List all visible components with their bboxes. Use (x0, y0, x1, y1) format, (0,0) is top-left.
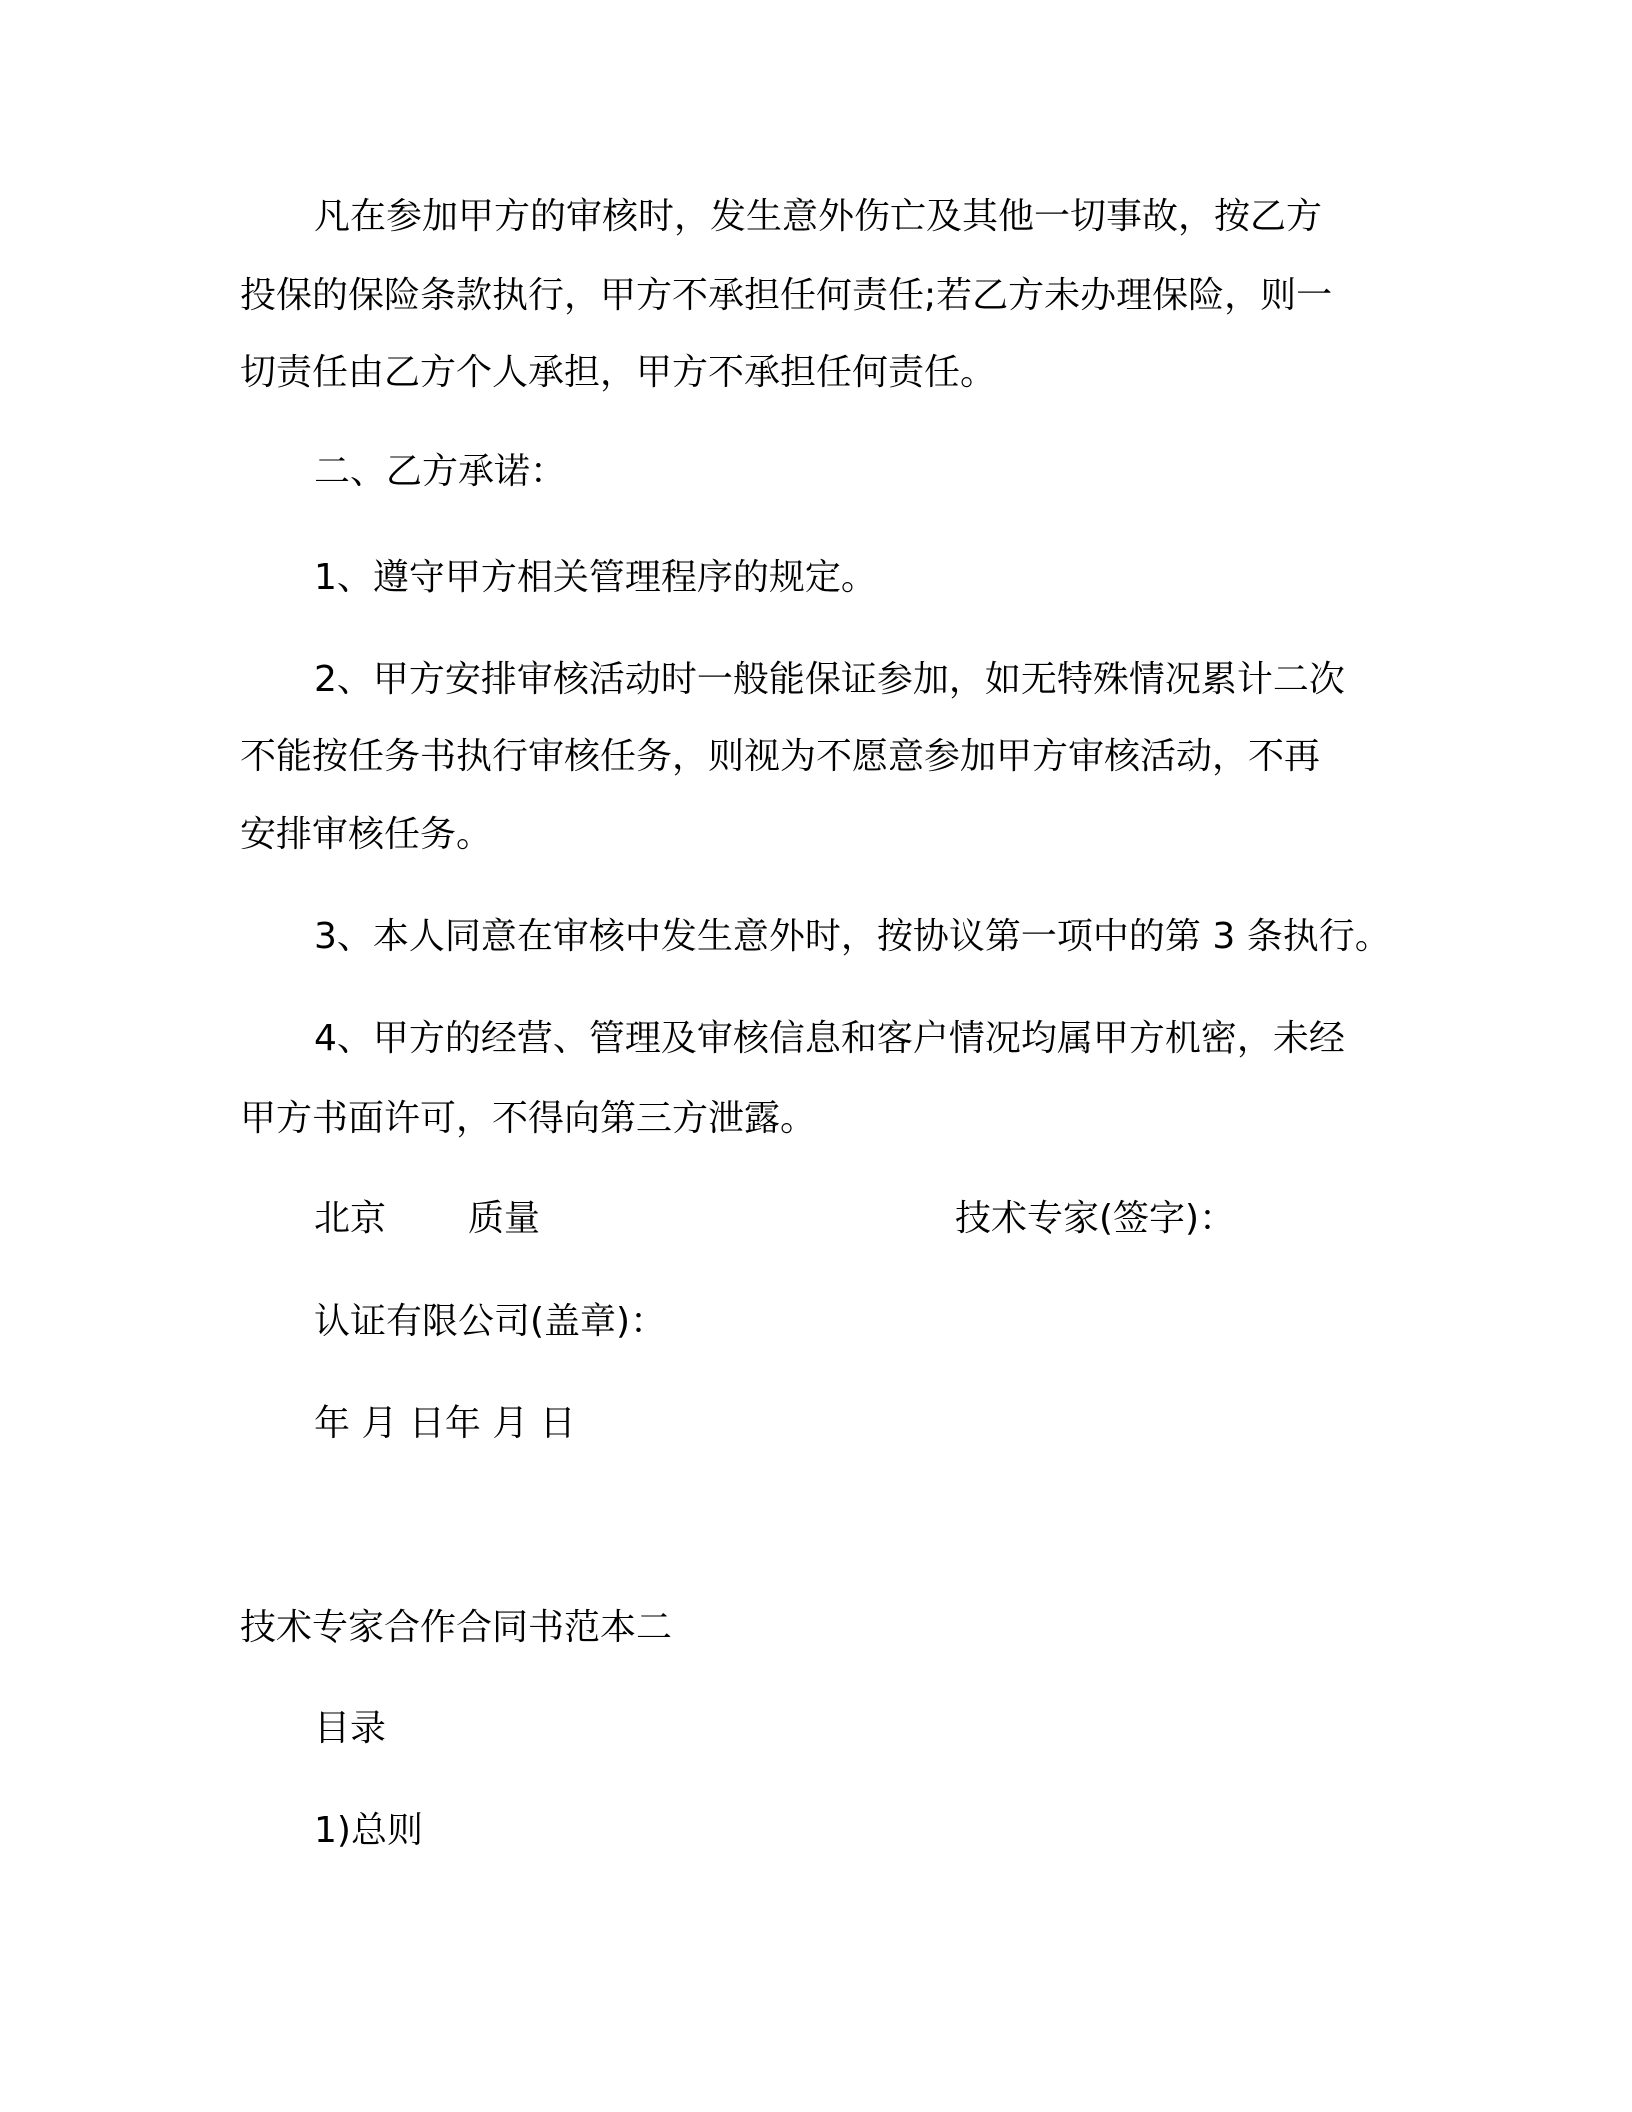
company-word: 质量 (468, 1198, 541, 1239)
commitment-item-2-line-3: 安排审核任务。 (240, 814, 493, 855)
commitment-item-2-line-1: 2、甲方安排审核活动时一般能保证参加，如无特殊情况累计二次 (314, 659, 1345, 700)
signature-company-line (314, 1195, 540, 1243)
accident-clause-line-1: 凡在参加甲方的审核时，发生意外伤亡及其他一切事故，按乙方 (314, 196, 1323, 237)
commitment-item-4-line-2: 甲方书面许可，不得向第三方泄露。 (240, 1098, 817, 1139)
accident-clause-line-2: 投保的保险条款执行，甲方不承担任何责任;若乙方未办理保险，则一 (240, 275, 1333, 316)
toc-heading: 目录 (314, 1708, 387, 1749)
company-city: 北京 (314, 1198, 387, 1239)
expert-signature-label: 技术专家(签字)： (955, 1198, 1236, 1239)
section-2-heading: 二、乙方承诺： (314, 451, 567, 492)
commitment-item-4-line-1: 4、甲方的经营、管理及审核信息和客户情况均属甲方机密，未经 (314, 1018, 1345, 1059)
company-seal-label: 认证有限公司(盖章)： (314, 1301, 667, 1342)
commitment-item-3: 3、本人同意在审核中发生意外时，按协议第一项中的第 3 条执行。 (314, 916, 1391, 957)
signature-dates: 年 月 日年 月 日 (314, 1403, 576, 1444)
template-2-title: 技术专家合作合同书范本二 (240, 1607, 673, 1648)
commitment-item-2-line-2: 不能按任务书执行审核任务，则视为不愿意参加甲方审核活动，不再 (240, 736, 1321, 777)
toc-item-general: 1)总则 (314, 1810, 423, 1851)
commitment-item-1: 1、遵守甲方相关管理程序的规定。 (314, 557, 877, 598)
accident-clause-line-3: 切责任由乙方个人承担，甲方不承担任何责任。 (240, 352, 997, 393)
